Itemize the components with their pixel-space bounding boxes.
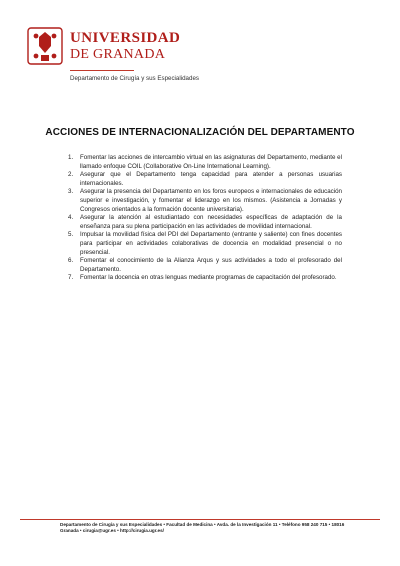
list-item-number: 6. [68, 257, 74, 265]
list-item-number: 3. [68, 188, 74, 196]
footer-divider [20, 519, 380, 520]
actions-list [68, 154, 342, 283]
list-item [68, 274, 342, 283]
university-logo [26, 26, 180, 66]
page-title: ACCIONES DE INTERNACIONALIZACIÓN DEL DEPARTAMENTO [45, 127, 355, 138]
university-crest-icon [26, 26, 64, 66]
list-item-number: 1. [68, 154, 74, 161]
list-item-number: 7. [68, 274, 74, 282]
department-name: Departamento de Cirugía y sus Especialidades [70, 75, 199, 82]
university-name-line1: UNIVERSIDAD [70, 29, 181, 46]
list-item-text: Asegurar que el Departamento tenga capacidad para atender a personas usuarias internacionales. [80, 171, 342, 187]
list-item [68, 188, 342, 214]
list-item [68, 154, 342, 171]
list-item-text: Impulsar la movilidad física del PDI del Departamento (entrante y saliente) con fines docentes para participar en actividades colaborativas de docencia en modalidad presencial o no presencial. [80, 231, 342, 256]
university-name [70, 31, 180, 62]
list-item [68, 257, 342, 274]
list-item-text: Asegurar la presencia del Departamento en los foros europeos e internacionales de educación superior e investigación, y fomentar el liderazgo en los mismos. (Asistencia a Jornadas y Congresos orientados a la formación docente universitaria). [80, 188, 342, 213]
list-item-text: Fomentar las acciones de intercambio virtual en las asignaturas del Departamento, mediante el llamado enfoque COIL (Collaborative On-Line International Learning). [80, 154, 342, 170]
list-item [68, 231, 342, 257]
list-item-text: Asegurar la atención al estudiantado con necesidades específicas de adaptación de la enseñanza para su plena participación en las actividades de movilidad internacional. [80, 214, 342, 230]
university-name-line2: DE GRANADA [70, 46, 166, 62]
list-item-number: 2. [68, 171, 74, 179]
list-item-number: 5. [68, 231, 74, 239]
list-item [68, 214, 342, 231]
footer-contact: Departamento de Cirugía y sus Especialidades • Facultad de Medicina • Avda. de la Investigación 11 • Teléfono 958 240 715 • 18016 Granada • cirugia@ugr.es • http://cirugia.ugr.es/ [60, 522, 345, 533]
header-divider [70, 70, 134, 71]
list-item [68, 171, 342, 188]
list-item-number: 4. [68, 214, 74, 222]
list-item-text: Fomentar la docencia en otras lenguas mediante programas de capacitación del profesorado. [80, 274, 337, 282]
list-item-text: Fomentar el conocimiento de la Alianza Arqus y sus actividades a todo el profesorado del Departamento. [80, 257, 342, 273]
